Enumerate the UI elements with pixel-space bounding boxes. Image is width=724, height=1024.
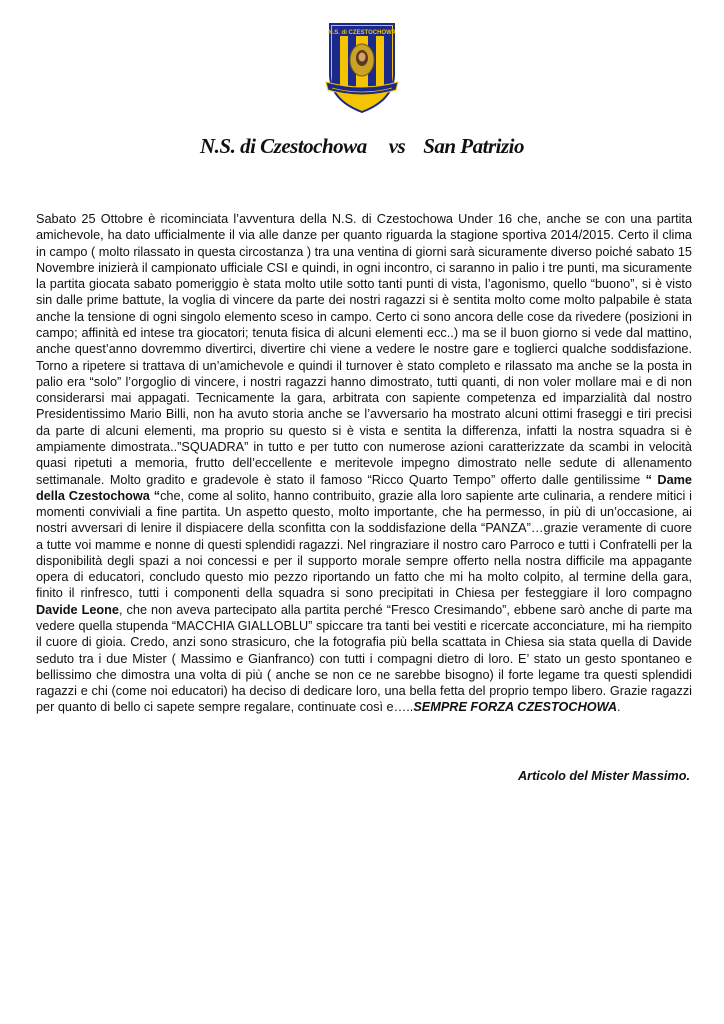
article-body xyxy=(36,211,692,716)
article-end: . xyxy=(617,700,621,715)
article-text-1: Sabato 25 Ottobre è ricominciata l’avventura della N.S. di Czestochowa Under 16 che, anche se con una partita amichevole, ha dato ufficialmente il via alle danze per quanto riguarda la stagione sportiva 2014/2015. Certo il clima in campo ( molto rilassato in questa circostanza ) tra una ventina di giorni sarà sicuramente diverso poiché sabato 15 Novembre inizierà il campionato ufficiale CSI e quindi, in ogni incontro, ci saranno in palio i tre punti, ma sicuramente la partita giocata sabato pomeriggio è stata molto utile sotto tanti punti di vista, l’agonismo, quello “buono”, si è visto sin dalle prime battute, la voglia di vincere da parte dei nostri ragazzi si è sentita molto come molto palpabile è stata anche la tensione di ogni singolo elemento sceso in campo. Certo ci sono ancora delle cose da rivedere (posizioni in campo; affinità ed intese tra giocatori; tenuta fisica di alcuni elementi ecc..) ma se il buon giorno si vede dal mattino, anche quest’anno dovremmo divertirci, divertire chi viene a vedere le nostre gare e toglierci qualche soddisfazione. Torno a ripetere si trattava di un’amichevole e quindi il turnover è stato completo e rilassato ma anche se la posta in palio era “solo” l’orgoglio di vincere, i nostri ragazzi hanno dimostrato, tutti quanti, di non voler mollare mai e di non considerarsi mai appagati. Tecnicamente la gara, arbitrata con sapiente competenza ed imparzialità dal nostro Presidentissimo Mario Billi, non ha avuto storia anche se l’avversario ha mostrato alcuni ottimi fraseggi e tiri precisi da parte di alcuni elementi, ma proprio su questo si è vista e sentita la differenza, infatti la nostra squadra si è ampiamente dimostrata..”SQUADRA” in tutto e per tutto con numerose azioni caratterizzate da scambi in velocità quasi ripetuti a memoria, frutto dell’eccellente e meritevole impegno dimostrato nelle sedute di allenamento settimanale. Molto gradito e gradevole è stato il famoso “Ricco Quarto Tempo” offerto dalle gentilissime xyxy=(36,212,692,487)
versus-label: vs xyxy=(388,134,406,158)
club-crest-logo xyxy=(316,22,408,114)
article-bold-name: Davide Leone xyxy=(36,602,119,617)
home-team: N.S. di Czestochowa xyxy=(200,134,367,158)
away-team: San Patrizio xyxy=(423,134,524,158)
article-signature: Articolo del Mister Massimo. xyxy=(517,769,690,783)
article-closing-slogan: SEMPRE FORZA CZESTOCHOWA xyxy=(413,700,618,715)
crest-top-text: N.S. di CZESTOCHOWA xyxy=(328,30,396,36)
article-text-2: che, come al solito, hanno contribuito, grazie alla loro sapiente arte culinaria, a rendere mitici i momenti conviviali a fine partita. Un aspetto questo, molto importante, che ha permesso, in più di un’occasione, ai nostri avversari di lenire il dispiacere della sconfitta con la soddisfazione della “PANZA”…grazie veramente di cuore a tutte voi mamme e nonne di questi splendidi ragazzi. Nel ringraziare il nostro caro Parroco e tutti i Confratelli per la disponibilità degli spazi a noi concessi e per il supporto morale sempre offerto nella nostra difficile ma appagante opera di educatori, concludo questo mio pezzo riportando un fatto che mi ha molto colpito, al termine della gara, finito il rinfresco, tutti i componenti della squadra si sono precipitati in Chiesa per festeggiare il loro compagno xyxy=(36,488,693,601)
article-bold-dame: “ Dame della Czestochowa “ xyxy=(36,472,692,503)
page-title xyxy=(0,134,724,159)
article-text-3: , che non aveva partecipato alla partita perché “Fresco Cresimando”, ebbene sarò anche di parte ma vedere quella stupenda “MACCHIA GIALLOBLU” spiccare tra tanti bei vestiti e ricercate acconciature, mi ha riempito il cuore di gioia. Credo, anzi sono strasicuro, che la fotografia più bella scattata in Chiesa sia stata quella di Davide seduto tra i due Mister ( Massimo e Gianfranco) con tutti i compagni dietro di loro. E’ stato un gesto spontaneo e bellissimo che dimostra una volta di più ( anche se non ce ne sarebbe bisogno) il forte legame tra questi splendidi ragazzi e chi (come noi educatori) ha deciso di dedicare loro, una bella fetta del proprio tempo libero. Grazie ragazzi per quanto di bello ci sapete sempre regalare, continuate così e….. xyxy=(36,602,692,715)
